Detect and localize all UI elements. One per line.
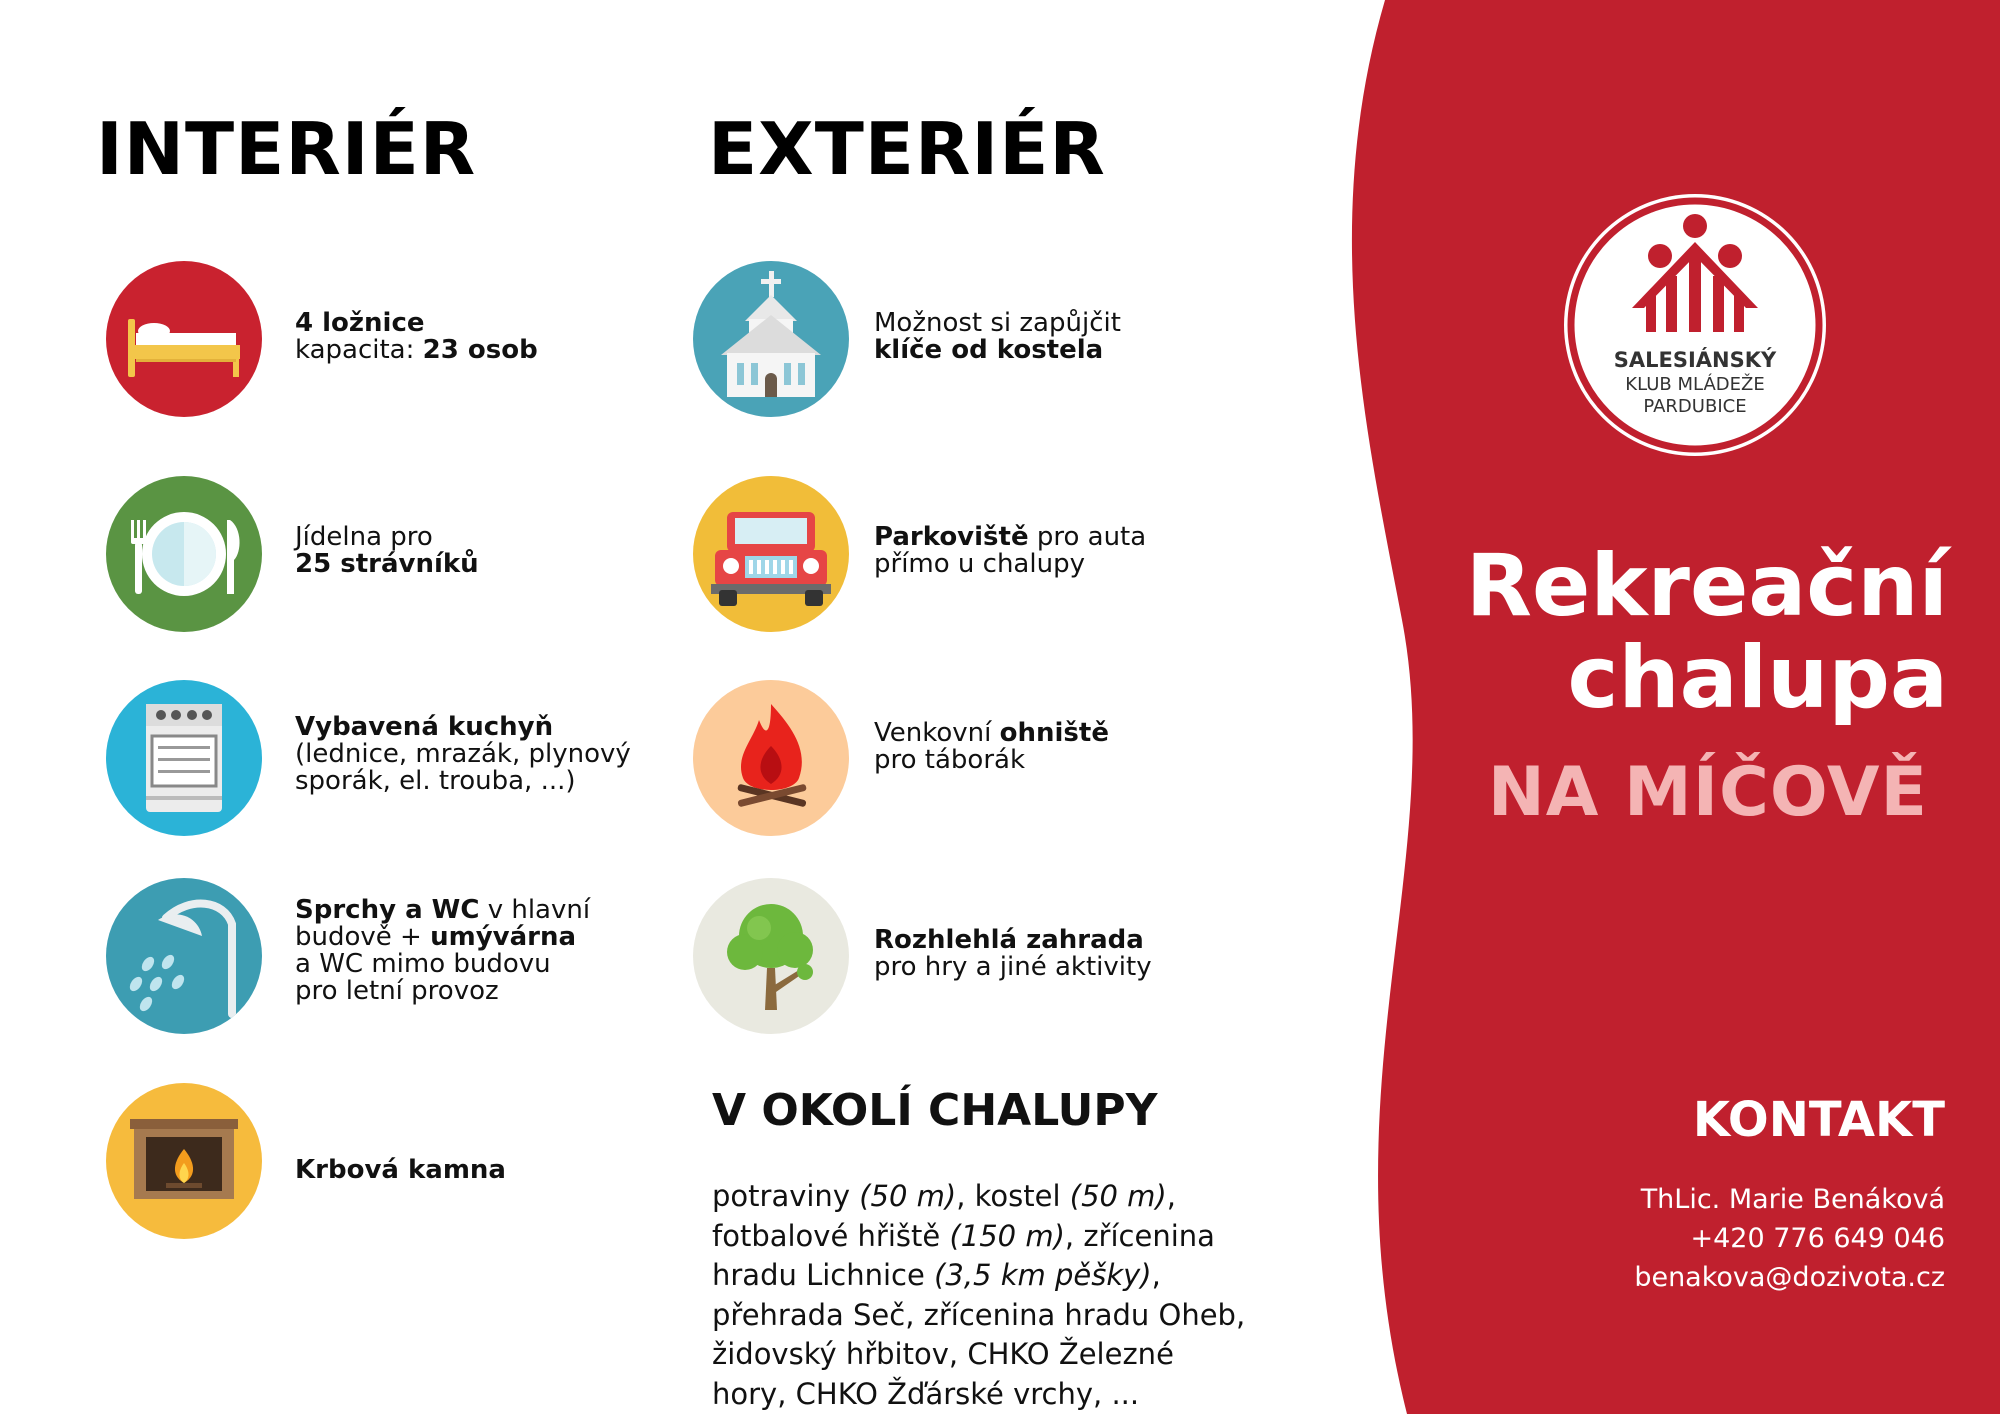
shower-icon xyxy=(106,878,262,1034)
feature-text-segment: ohniště xyxy=(999,718,1109,748)
feature-text-segment: a WC mimo budovu xyxy=(295,949,551,979)
feature-text xyxy=(874,310,1121,364)
feature-text-segment: 4 ložnice xyxy=(295,308,425,338)
interior-heading: INTERIÉR xyxy=(96,107,477,191)
feature-text-segment: kapacita: xyxy=(295,335,423,365)
feature-line xyxy=(874,524,1146,551)
bed-icon xyxy=(106,261,262,417)
surroundings-segment: , kostel xyxy=(956,1179,1070,1213)
feature-text-segment: přímo u chalupy xyxy=(874,549,1085,579)
feature-text-segment: 25 strávníků xyxy=(295,549,479,579)
feature-text-segment: umývárna xyxy=(430,922,577,952)
logo-line-3: PARDUBICE xyxy=(1643,396,1747,417)
feature-line xyxy=(874,954,1152,981)
title-line-2: chalupa xyxy=(1567,628,1948,728)
feature-text-segment: sporák, el. trouba, ...) xyxy=(295,766,576,796)
feature-text-segment: (lednice, mrazák, plynový xyxy=(295,739,631,769)
surroundings-segment: (150 m) xyxy=(949,1218,1065,1253)
feature-text-segment: Možnost si zapůjčit xyxy=(874,308,1121,338)
feature-text xyxy=(295,897,590,1005)
feature-line xyxy=(874,551,1146,578)
feature-line xyxy=(295,924,590,951)
feature-line xyxy=(874,337,1121,364)
feature-line xyxy=(874,747,1109,774)
surroundings-segment: (50 m) xyxy=(859,1179,957,1213)
feature-text xyxy=(295,524,479,578)
surroundings-text xyxy=(712,1177,1252,1414)
feature-text-segment: 23 osob xyxy=(422,335,538,365)
exterior-heading: EXTERIÉR xyxy=(708,107,1106,191)
surroundings-segment: potraviny xyxy=(712,1179,860,1213)
feature-line xyxy=(295,1157,506,1184)
feature-line xyxy=(295,524,479,551)
church-icon xyxy=(693,261,849,417)
feature-text-segment: pro auta xyxy=(1028,522,1147,552)
feature-line xyxy=(295,978,590,1005)
feature-line xyxy=(295,551,479,578)
feature-line xyxy=(295,714,631,741)
feature-line xyxy=(295,951,590,978)
feature-line xyxy=(295,897,590,924)
contact-phone[interactable]: +420 776 649 046 xyxy=(1690,1223,1945,1254)
salesian-club-logo xyxy=(1560,190,1830,460)
title-line-1: Rekreační xyxy=(1465,536,1948,636)
feature-text xyxy=(874,927,1152,981)
surroundings-segment: , fotbalové hřiště xyxy=(712,1179,1176,1253)
feature-line xyxy=(295,768,631,795)
feature-text-segment: Krbová kamna xyxy=(295,1155,506,1185)
feature-text-segment: budově + xyxy=(295,922,431,952)
surroundings-segment: (3,5 km pěšky) xyxy=(934,1258,1152,1292)
plate-cutlery-icon xyxy=(106,476,262,632)
surroundings-title: V OKOLÍ CHALUPY xyxy=(712,1085,1158,1136)
feature-text-segment: Rozhlehlá zahrada xyxy=(874,925,1144,955)
campfire-icon xyxy=(693,680,849,836)
feature-text-segment: Parkoviště xyxy=(874,522,1029,552)
feature-line xyxy=(295,310,538,337)
feature-text-segment: Jídelna pro xyxy=(295,522,433,552)
feature-text-segment: klíče od kostela xyxy=(874,335,1104,365)
title-subtitle: NA MÍČOVĚ xyxy=(1487,753,1928,832)
feature-line xyxy=(874,310,1121,337)
car-icon xyxy=(693,476,849,632)
logo-line-2: KLUB MLÁDEŽE xyxy=(1625,374,1765,395)
feature-text xyxy=(874,720,1109,774)
contact-heading: KONTAKT xyxy=(1692,1092,1945,1148)
logo-line-1: SALESIÁNSKÝ xyxy=(1613,348,1777,372)
feature-text-segment: Sprchy a WC xyxy=(295,895,480,925)
feature-line xyxy=(295,741,631,768)
surroundings-segment: (50 m) xyxy=(1069,1179,1167,1213)
contact-email[interactable]: benakova@dozivota.cz xyxy=(1634,1262,1945,1293)
feature-text xyxy=(295,714,631,795)
feature-line xyxy=(874,720,1109,747)
feature-text xyxy=(295,1157,506,1184)
feature-text-segment: pro hry a jiné aktivity xyxy=(874,952,1152,982)
tree-icon xyxy=(693,878,849,1034)
feature-text-segment: pro táborák xyxy=(874,745,1026,775)
contact-name: ThLic. Marie Benáková xyxy=(1640,1184,1945,1215)
main-title xyxy=(1348,536,1948,728)
feature-line xyxy=(874,927,1152,954)
stove-icon xyxy=(106,680,262,836)
feature-text-segment: v hlavní xyxy=(479,895,591,925)
surroundings-segment: , přehrada Seč, zřícenina hradu Oheb, židovský hřbitov, CHKO Železné hory, CHKO Žďárské vrchy, ... xyxy=(712,1258,1246,1411)
fireplace-icon xyxy=(106,1083,262,1239)
feature-line xyxy=(295,337,538,364)
surroundings-segment: , zřícenina hradu Lichnice xyxy=(712,1218,1215,1292)
feature-text xyxy=(874,524,1146,578)
feature-text-segment: Venkovní xyxy=(874,718,1000,748)
feature-text xyxy=(295,310,538,364)
contact-block xyxy=(1634,1180,1945,1297)
feature-text-segment: pro letní provoz xyxy=(295,976,499,1006)
feature-text-segment: Vybavená kuchyň xyxy=(295,712,554,742)
